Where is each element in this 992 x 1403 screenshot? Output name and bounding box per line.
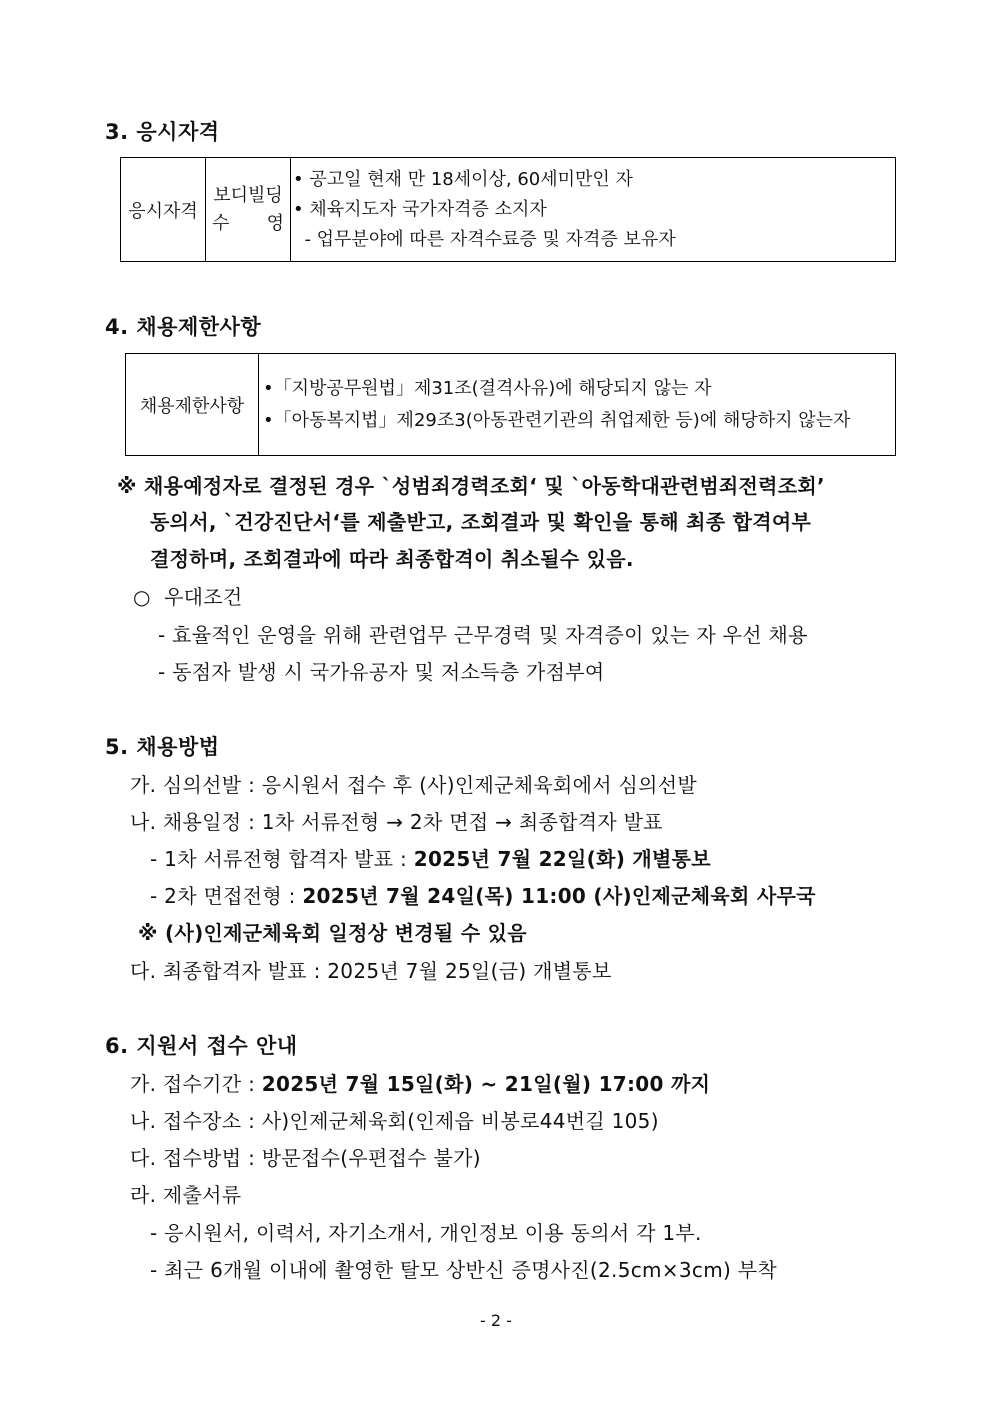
notice-line: 결정하며, 조회결과에 따라 최종합격이 취소될수 있음. (150, 547, 634, 571)
restriction-item: •「지방공무원법」제31조(결격사유)에 해당되지 않는 자 (263, 377, 712, 399)
field-line2-a: 수 (212, 212, 230, 234)
application-period-line (130, 1068, 710, 1097)
preference-item: - 효율적인 운영을 위해 관련업무 근무경력 및 자격증이 있는 자 우선 채용 (158, 623, 808, 647)
schedule-step2-label: - 2차 면접전형 : (150, 884, 303, 908)
application-period-value: 2025년 7월 15일(화) ~ 21일(월) 17:00 까지 (261, 1072, 711, 1096)
required-doc-item: - 응시원서, 이력서, 자기소개서, 개인정보 이용 동의서 각 1부. (150, 1221, 702, 1245)
required-doc-item: - 최근 6개월 이내에 촬영한 탈모 상반신 증명사진(2.5cm×3cm) 부착 (150, 1258, 777, 1282)
schedule-step1 (150, 843, 711, 872)
section6-heading: 6. 지원서 접수 안내 (105, 1034, 298, 1058)
schedule-step1-label: - 1차 서류전형 합격자 발표 : (150, 847, 414, 871)
page-number: - 2 - (480, 1311, 512, 1330)
selection-method-line: 가. 심의선발 : 응시원서 접수 후 (사)인제군체육회에서 심의선발 (130, 773, 698, 797)
final-announcement-line: 다. 최종합격자 발표 : 2025년 7월 25일(금) 개별통보 (130, 959, 612, 983)
schedule-step2 (150, 880, 816, 909)
schedule-step1-date: 2025년 7월 22일(화) 개별통보 (413, 847, 711, 871)
qualification-item: • 체육지도자 국가자격증 소지자 (293, 198, 547, 220)
schedule-line: 나. 채용일정 : 1차 서류전형 → 2차 면접 → 최종합격자 발표 (130, 810, 663, 834)
application-place-line: 나. 접수장소 : 사)인제군체육회(인제읍 비봉로44번길 105) (130, 1109, 659, 1133)
qualification-item: - 업무분야에 따른 자격수료증 및 자격증 보유자 (293, 228, 676, 250)
schedule-note: ※ (사)인제군체육회 일정상 변경될 수 있음 (138, 921, 527, 945)
qualification-items-cell (291, 158, 896, 262)
section3-heading: 3. 응시자격 (105, 120, 220, 144)
restriction-items-cell (259, 354, 896, 456)
schedule-step2-date: 2025년 7월 24일(목) 11:00 (사)인제군체육회 사무국 (302, 884, 816, 908)
preference-title: ○ 우대조건 (133, 585, 243, 609)
preference-item: - 동점자 발생 시 국가유공자 및 저소득층 가점부여 (158, 660, 605, 684)
restriction-row-label: 채용제한사항 (126, 354, 259, 456)
restriction-item: •「아동복지법」제29조3(아동관련기관의 취업제한 등)에 해당하지 않는자 (263, 409, 851, 431)
notice-line: 동의서, `건강진단서‘를 제출받고, 조회결과 및 확인을 통해 최종 합격여부 (150, 510, 812, 534)
restriction-table (125, 353, 896, 456)
field-line2-b: 영 (266, 212, 284, 234)
application-period-label: 가. 접수기간 : (130, 1072, 262, 1096)
field-line2 (206, 210, 290, 238)
qualification-table (120, 157, 896, 262)
qualification-field-cell (206, 158, 291, 262)
notice-line: ※ 채용예정자로 결정된 경우 `성범죄경력조회‘ 및 `아동학대관련범죄전력조회’ (117, 474, 825, 498)
section5-heading: 5. 채용방법 (105, 735, 220, 759)
application-method-line: 다. 접수방법 : 방문접수(우편접수 불가) (130, 1146, 481, 1170)
required-docs-title: 라. 제출서류 (130, 1183, 242, 1207)
qualification-row-label: 응시자격 (121, 158, 206, 262)
section4-heading: 4. 채용제한사항 (105, 315, 262, 339)
field-line1: 보디빌딩 (213, 184, 283, 206)
qualification-item: • 공고일 현재 만 18세이상, 60세미만인 자 (293, 168, 633, 190)
